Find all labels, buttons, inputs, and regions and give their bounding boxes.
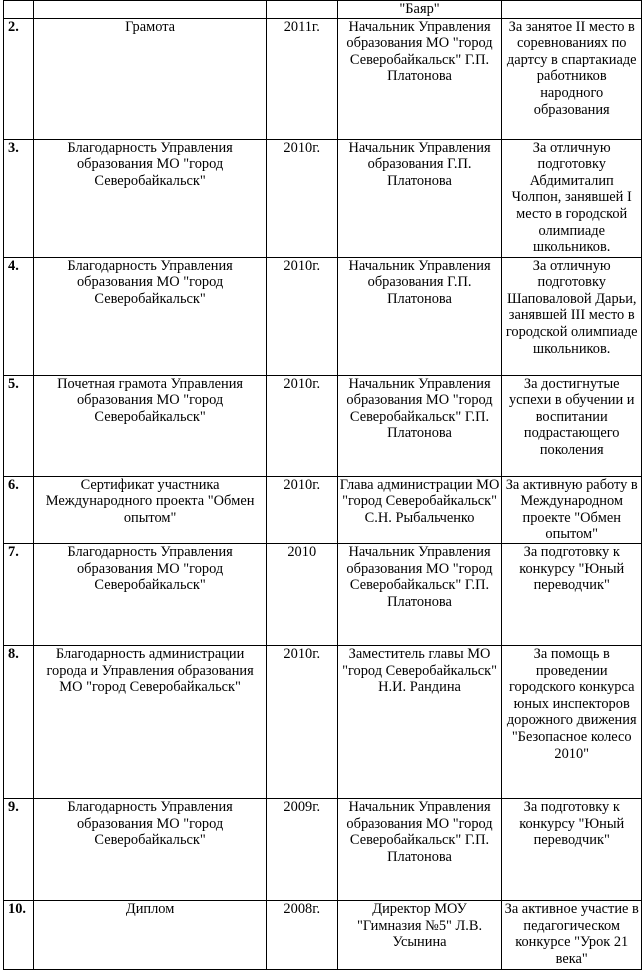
award-reason: За активную работу в Международном проекте "Обмен опытом" — [502, 476, 642, 543]
award-title: Благодарность Управления образования МО "город Северобайкальск" — [34, 257, 267, 375]
award-reason: За помощь в проведении городского конкурса юных инспекторов дорожного движения "Безопасное колесо 2010" — [502, 645, 642, 798]
table-row — [4, 375, 642, 476]
award-reason: За подготовку к конкурсу "Юный переводчик" — [502, 543, 642, 645]
award-issuer: Начальник Управления образования МО "город Северобайкальск" Г.П. Платонова — [337, 375, 502, 476]
award-issuer: Заместитель главы МО "город Северобайкальск" Н.И. Рандина — [337, 645, 502, 798]
award-title: Сертификат участника Международного проекта "Обмен опытом" — [34, 476, 267, 543]
award-issuer: Начальник Управления образования МО "город Северобайкальск" Г.П. Платонова — [337, 798, 502, 900]
row-number: 5. — [4, 375, 34, 476]
table-row — [4, 900, 642, 969]
award-year: 2009г. — [266, 798, 337, 900]
award-issuer: "Баяр" — [337, 1, 502, 19]
table-row — [4, 257, 642, 375]
row-number: 6. — [4, 476, 34, 543]
award-title: Благодарность Управления образования МО "город Северобайкальск" — [34, 139, 267, 257]
award-issuer: Начальник Управления образования МО "город Северобайкальск" Г.П. Платонова — [337, 18, 502, 139]
award-reason: За достигнутые успехи в обучении и воспитании подрастающего поколения — [502, 375, 642, 476]
award-reason: За отличную подготовку Абдимиталип Чолпон, занявшей I место в городской олимпиаде школьников. — [502, 139, 642, 257]
table-row — [4, 543, 642, 645]
row-number: 7. — [4, 543, 34, 645]
award-year: 2010г. — [266, 375, 337, 476]
award-reason: За активное участие в педагогическом конкурсе "Урок 21 века" — [502, 900, 642, 969]
award-title: Почетная грамота Управления образования МО "город Северобайкальск" — [34, 375, 267, 476]
award-year: 2010г. — [266, 139, 337, 257]
award-issuer: Начальник Управления образования Г.П. Платонова — [337, 257, 502, 375]
award-reason: За занятое II место в соревнованиях по дартсу в спартакиаде работников народного образования — [502, 18, 642, 139]
award-year: 2010г. — [266, 645, 337, 798]
award-title: Диплом — [34, 900, 267, 969]
award-title — [34, 1, 267, 19]
table-row — [4, 798, 642, 900]
award-reason — [502, 1, 642, 19]
award-title: Благодарность администрации города и Управления образования МО "город Северобайкальск" — [34, 645, 267, 798]
award-year: 2010г. — [266, 257, 337, 375]
award-issuer: Начальник Управления образования Г.П. Платонова — [337, 139, 502, 257]
award-issuer: Начальник Управления образования МО "город Северобайкальск" Г.П. Платонова — [337, 543, 502, 645]
award-reason: За отличную подготовку Шаповаловой Дарьи, занявшей III место в городской олимпиаде школьников. — [502, 257, 642, 375]
table-row — [4, 645, 642, 798]
award-title: Благодарность Управления образования МО "город Северобайкальск" — [34, 798, 267, 900]
row-number: 9. — [4, 798, 34, 900]
award-year: 2011г. — [266, 18, 337, 139]
row-number: 4. — [4, 257, 34, 375]
award-year: 2010 — [266, 543, 337, 645]
row-number: 10. — [4, 900, 34, 969]
award-title: Благодарность Управления образования МО "город Северобайкальск" — [34, 543, 267, 645]
awards-table — [3, 0, 642, 970]
table-row-continuation — [4, 1, 642, 19]
table-row — [4, 18, 642, 139]
award-year — [266, 1, 337, 19]
row-number: 3. — [4, 139, 34, 257]
award-issuer: Глава администрации МО "город Северобайкальск" С.Н. Рыбальченко — [337, 476, 502, 543]
award-reason: За подготовку к конкурсу "Юный переводчик" — [502, 798, 642, 900]
row-number: 8. — [4, 645, 34, 798]
award-issuer: Директор МОУ "Гимназия №5" Л.В. Усынина — [337, 900, 502, 969]
award-year: 2008г. — [266, 900, 337, 969]
award-year: 2010г. — [266, 476, 337, 543]
table-row — [4, 476, 642, 543]
award-title: Грамота — [34, 18, 267, 139]
row-number: 2. — [4, 18, 34, 139]
row-number — [4, 1, 34, 19]
table-row — [4, 139, 642, 257]
